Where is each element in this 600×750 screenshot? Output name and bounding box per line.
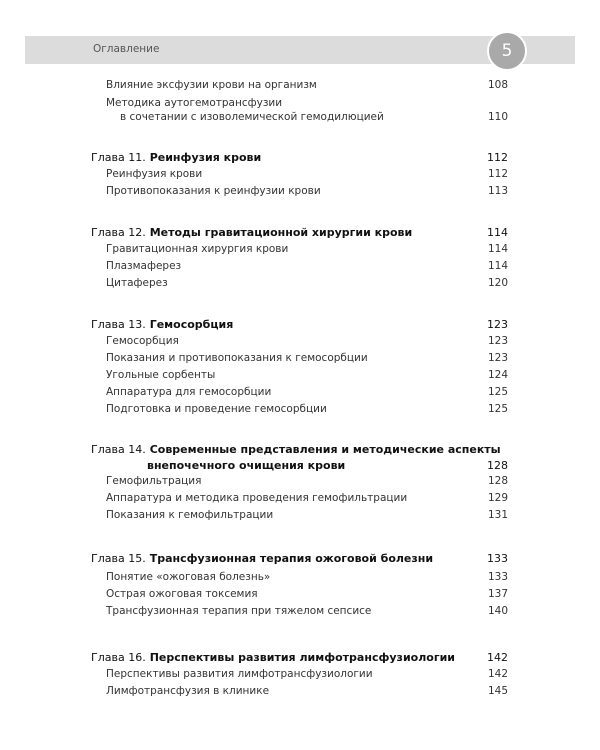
chapter-heading <box>91 443 508 456</box>
toc-entry-title: Лимфотрансфузия в клинике <box>106 685 270 697</box>
chapter-title: Перспективы развития лимфотрансфузиологии <box>149 651 455 664</box>
toc-entry-title: в сочетании с изоволемической гемодилюцией <box>120 111 384 123</box>
page-number: 129 <box>487 492 508 504</box>
chapter-title: Современные представления и методические аспекты <box>149 443 501 456</box>
chapter-heading <box>91 318 508 331</box>
page-number: 133 <box>487 552 508 565</box>
page-number: 114 <box>487 243 508 255</box>
page-number: 113 <box>487 185 508 197</box>
toc-entry <box>106 369 508 382</box>
chapter-title: Гемосорбция <box>149 318 234 331</box>
page-number: 142 <box>487 651 508 664</box>
page-number: 137 <box>487 588 508 600</box>
toc-entry-title: Реинфузия крови <box>106 168 203 180</box>
toc-entry-title: Гемофильтрация <box>106 475 202 487</box>
page-number: 124 <box>487 369 508 381</box>
toc-entry <box>106 168 508 181</box>
chapter-title: Методы гравитационной хирургии крови <box>149 226 413 239</box>
toc-entry-title: Острая ожоговая токсемия <box>106 588 258 600</box>
chapter-label: Глава 14. <box>91 443 146 456</box>
chapter-heading <box>91 226 508 239</box>
page-number: 114 <box>487 260 508 272</box>
toc-entry-title: Перспективы развития лимфотрансфузиологии <box>106 668 373 680</box>
page-number: 128 <box>487 475 508 487</box>
page-number: 123 <box>487 318 508 331</box>
toc-entry <box>106 386 508 399</box>
chapter-label: Глава 11. <box>91 151 146 164</box>
page-number: 125 <box>487 386 508 398</box>
page-number: 123 <box>487 352 508 364</box>
toc-entry <box>106 403 508 416</box>
toc-entry-title: Аппаратура для гемосорбции <box>106 386 272 398</box>
toc-entry-title: Влияние эксфузии крови на организм <box>106 79 317 91</box>
chapter-heading <box>91 651 508 664</box>
toc-entry <box>106 335 508 348</box>
page-number: 142 <box>487 668 508 680</box>
page-number: 120 <box>487 277 508 289</box>
page-number: 140 <box>487 605 508 617</box>
toc-entry <box>106 243 508 256</box>
toc-entry <box>106 492 508 505</box>
toc-entry-title: Показания и противопоказания к гемосорбции <box>106 352 368 364</box>
page-number: 145 <box>487 685 508 697</box>
toc-entry-title: Угольные сорбенты <box>106 369 216 381</box>
chapter-label: Глава 15. <box>91 552 146 565</box>
toc-entry-title: Гравитационная хирургия крови <box>106 243 289 255</box>
toc-entry-title: Гемосорбция <box>106 335 179 347</box>
toc-entry <box>106 79 508 92</box>
toc-entry <box>106 277 508 290</box>
page-number: 114 <box>487 226 508 239</box>
toc-entry <box>106 97 508 110</box>
toc-entry-title: Трансфузионная терапия при тяжелом сепсисе <box>106 605 372 617</box>
page-number: 112 <box>487 151 508 164</box>
toc-entry-title: Аппаратура и методика проведения гемофильтрации <box>106 492 408 504</box>
toc-entry <box>106 185 508 198</box>
toc-entry-title: Показания к гемофильтрации <box>106 509 274 521</box>
toc-entry <box>106 111 508 124</box>
page-number: 108 <box>487 79 508 91</box>
toc-entry-title: Подготовка и проведение гемосорбции <box>106 403 327 415</box>
page-number: 112 <box>487 168 508 180</box>
chapter-title: Трансфузионная терапия ожоговой болезни <box>149 552 434 565</box>
toc-entry <box>106 571 508 584</box>
toc-entry <box>106 605 508 618</box>
toc-entry <box>106 260 508 273</box>
page-number: 123 <box>487 335 508 347</box>
toc-entry-title: Противопоказания к реинфузии крови <box>106 185 321 197</box>
toc-entry <box>106 588 508 601</box>
page-number: 110 <box>487 111 508 123</box>
page-number: 133 <box>487 571 508 583</box>
header-title: Оглавление <box>93 43 160 55</box>
chapter-label: Глава 12. <box>91 226 146 239</box>
toc-entry <box>106 352 508 365</box>
page-number-badge: 5 <box>487 31 527 71</box>
chapter-label: Глава 13. <box>91 318 146 331</box>
toc-entry <box>106 668 508 681</box>
page-number: 125 <box>487 403 508 415</box>
chapter-heading <box>91 151 508 164</box>
chapter-heading-continuation <box>91 459 508 472</box>
chapter-title: Реинфузия крови <box>149 151 262 164</box>
toc-entry-title: Плазмаферез <box>106 260 182 272</box>
chapter-title: внепочечного очищения крови <box>147 459 346 472</box>
toc-entry <box>106 475 508 488</box>
toc-entry-title: Цитаферез <box>106 277 168 289</box>
toc-entry <box>106 685 508 698</box>
page-number: 131 <box>487 509 508 521</box>
chapter-heading <box>91 552 508 565</box>
toc-entry-title: Понятие «ожоговая болезнь» <box>106 571 271 583</box>
page-number: 128 <box>487 459 508 472</box>
toc-entry <box>106 509 508 522</box>
chapter-label: Глава 16. <box>91 651 146 664</box>
toc-entry-title: Методика аутогемотрансфузии <box>106 97 283 109</box>
